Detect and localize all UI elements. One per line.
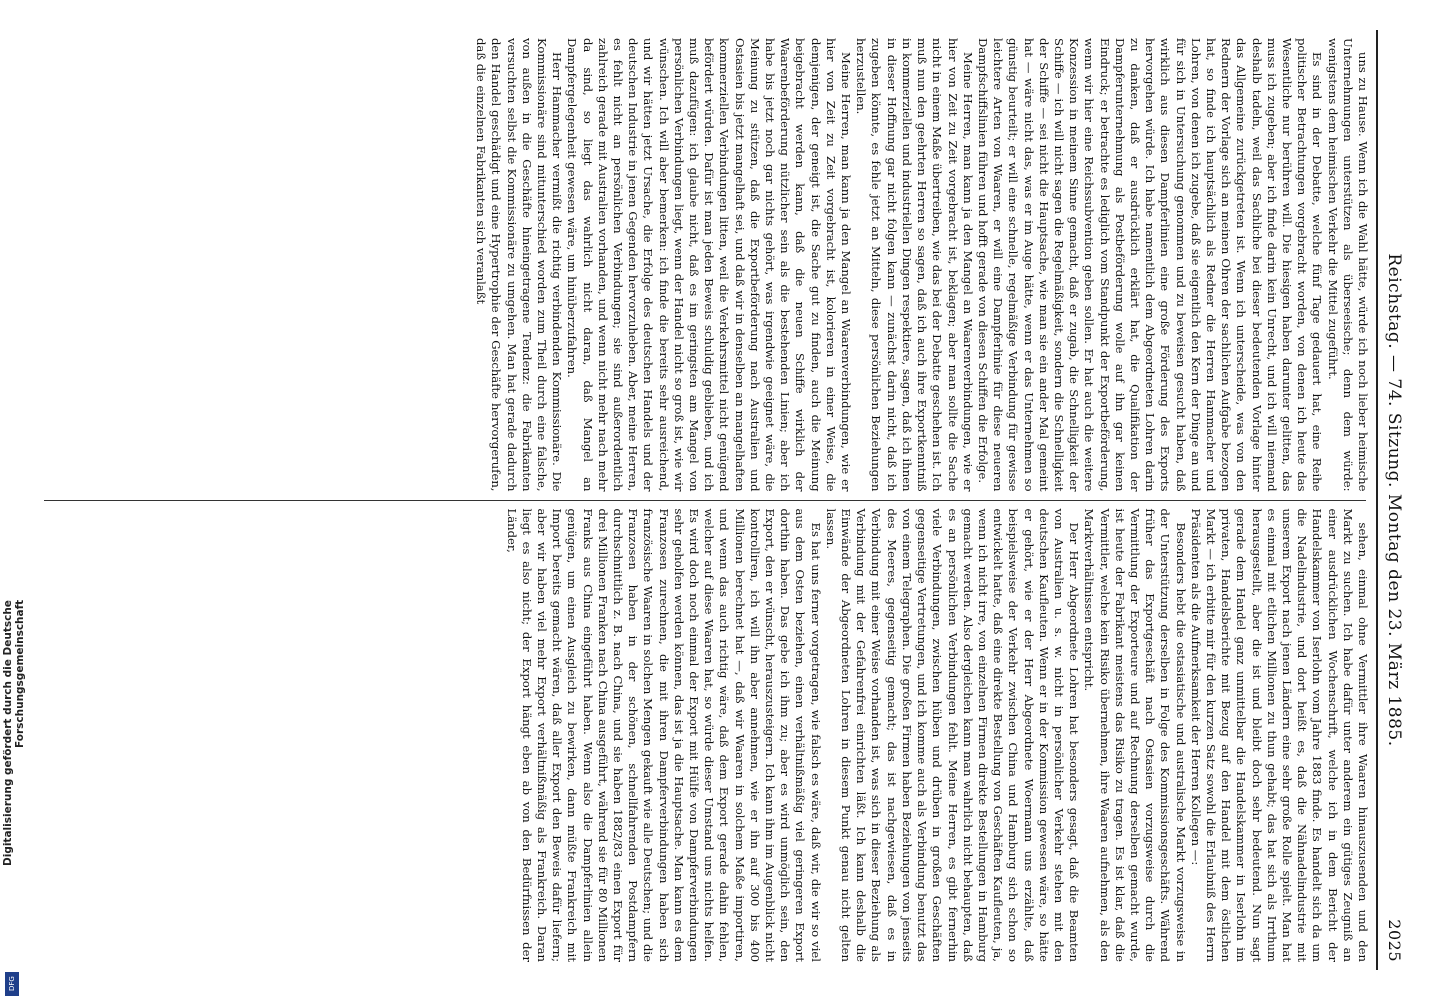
page-header [1376, 30, 1404, 970]
paragraph: Es sind in der Debatte, welche fünf Tage gedauert hat, eine Reihe politischer Betrachtungen vorgebracht worden, von denen ich heute das Wesentliche nur berühren will. Die hiesigen haben darunter gelitten, das muss ich zugeben; aber ich finde darin kein Unrecht, und ich will niemand deshalb tadeln, weil das Sachliche bei dieser bedeutenden Vorlage hinter das Allgemeine zurückgetreten ist. Wenn ich unterscheide, was von den Rednern der Vorlage sich an meinen Ohren der sachlichen Aufgabe bezogen hat, so finde ich hauptsächlich als Redner die Herren Hammacher und Lohren, von denen ich zugebe, daß sie eigentlich den Kern der Dinge an und für sich in Untersuchung genommen und zu beweisen gesucht haben, daß wirklich aus diesen Dampferlinien eine große Förderung des Exports hervorgehen würde. Ich habe namentlich dem Abgeordneten Lohren darin zu danken, daß er ausdrücklich erklärt hat, die Qualifikation der Dampferunternehmung als Postbeförderung wolle auf ihn gar keinen Eindruck; er betrachte es lediglich vom Standpunkt der Exportbeförderung, wenn wir hier eine Reichssubvention geben sollen. Er hat auch die weitere Konzession in meinem Sinne gemacht, daß er zugab, die Schnelligkeit der Schiffe — ich will nicht sagen die Regelmäßigkeit, sondern die Schnelligkeit der Schiffe — sei nicht die Hauptsache, wie man sie ein ander Mal gemeint hat — wäre nicht das, was er im Auge hätte, wenn er das Unternehmen so günstig beurteilt; er will eine schnelle, regelmäßige Verbindung für gewisse leichtere Arten von Waaren, er will eine Dampferlinie für diese neueren Dampfschiffslinien führen und hofft gerade von diesen Schiffen die Erfolge. [975, 38, 1325, 492]
paragraph: uns zu Hause. Wenn ich die Wahl hätte, würde ich noch lieber heimische Unternehmungen unterstützen als überseeische; denn dem würde: wenigstens dem heimischen Verkehr die Mittel zugeführt. [1325, 38, 1370, 492]
paragraph: sehen, einmal ohne Vermittler ihre Waaren hinauszusenden und den Markt zu suchen. Ich habe dafür unter anderem ein gütiges Zeugniß an einer ausdrücklichen Wochenschrift, welche ich in dem Bericht der Handelskammer von Iserlohn vom Jahre 1883 finde. Es handelt sich da um die Nadelindustrie, und dort heißt es, daß die Nähnadelindustrie mit unserem Export nach jenen Ländern eine sehr große Rolle spielt. Man hat es einmal mit etlichen Millionen zu thun gehabt; das hat sich als Irrthum herausgestellt, aber die ist und bleibt doch sehr bedeutend. Nun sagt gerade dem Handel ganz unmittelbar die Handelskammer in Iserlohn im privaten, Handelsberichte mit Bezug auf den Handel mit dem östlichen Markt — ich erbitte mir für den kurzen Satz sowohl die Erlaubniß des Herrn Präsidenten als die Aufmerksamkeit der Herren Kollegen —: [1188, 508, 1370, 962]
digitization-credit [2, 600, 26, 1000]
running-title: Reichstag. — 74. Sitzung. Montag den 23. März 1885. [1384, 253, 1404, 747]
paragraph: Besonders hebt die ostasiatische und australische Markt vorzugsweise in der Unterstützung derselben in Folge des Kommissionsgeschäfts. Während früher das Exportgeschäft nach Ostasien vorzugsweise durch die Vermittlung der Exporteure und auf Rechnung derselben gemacht wurde, ist heute der Fabrikant meistens das Risiko zu tragen. Es ist klar, daß die Vermittler, welche kein Risiko übernehmen, ihre Waaren aufnehmen, als den Marktverhältnissen entspricht. [1082, 508, 1188, 962]
digitization-text: Digitalisierung gefördert durch die Deutsche Forschungsgemeinschaft [2, 600, 26, 866]
paragraph: Herr Hammacher vermißt die richtig verbindenden Kommissionäre. Die Kommissionäre sind mitunterschied worden zum Theil durch eine falsche, von außen in die Geschäfte hineingetragene Tendenz: die Fabrikanten versuchten selbst die Kommissionäre zu umgehen. Man hat gerade dadurch den Handel geschädigt und eine Hypertrophie der Geschäfte hervorgerufen, daß die einzelnen Fabrikanten sich veranlaßt [474, 38, 565, 492]
paragraph: Meine Herren, man kann ja den Mangel an Waarenverbindungen, wie er hier von Zeit zu Zeit vorgebracht ist, kolorieren in einer Weise, die demjenigen, der geneigt ist, die Sache gut zu finden, auch die Meinung beigebracht werden kann, daß die neuen Schiffe wirklich der Waarenbeförderung nützlicher sein als die bestehenden Linien; aber ich habe bis jetzt noch gar nichts gehört, was irgendwie geeignet wäre, die Meinung zu stützen, daß die Exportbeförderung nach Australien und Ostasien bis jetzt mangelhaft sei, und daß wir in denselben an mangelhaften kommerziellen Verbindungen litten, weil die Verkehrsmittel nicht genügend befördert würden. Dafür ist man jeden Beweis schuldig geblieben, und ich muß dazufügen: ich glaube nicht, daß es im geringsten am Mangel von persönlichen Verbindungen liegt, wenn der Handel nicht so groß ist, wie wir wünschen. Ich will aber bemerken: ich finde die bereits sehr ausreichend, und wir hätten jetzt Ursache, die Erfolge des deutschen Handels und der deutschen Industrie in jenen Gegenden hervorzuheben. Aber, meine Herren, es fehlt nicht an persönlichen Verbindungen; sie sind außerordentlich zahlreich gerade mit Australien vorhanden, und wenn nicht mehr nach mehr da sind, so liegt das wahrlich nicht daran, daß Mangel an Dampfergelegenheit gewesen wäre, um hinüberzufahren. [565, 38, 854, 492]
paragraph: Es hat uns ferner vorgetragen, wie falsch es wäre, daß wir, die wir so viel aus dem Osten beziehen, einen verhältnißmäßig viel geringeren Export dorthin haben. Das gebe ich ihm zu; aber es wird unmöglich sein, den Export, den er wünscht, herauszusteigern. Ich kann ihm im Augenblick nicht kontrolliren, ich will ihn aber annehmen, wie er ihn auf 300 bis 400 Millionen berechnet hat —, daß wir Waaren in solchem Maße importiren, und wenn das auch richtig wäre, daß dem Export gerade dahin fehlen, welcher auf diese Waaren hat, so würde dieser Umstand uns nichts helfen. Es wird doch noch einmal der Export mit Hülfe von Dampferverbindungen sehr geholfen werden können, das ist ja die Hauptsache. Man kann es dem Franzosen zurechnen, die mit ihren Dampferverbindungen haben sich französische Waaren in solchen Mengen gekauft wie alle Deutschen; und die Franzosen haben in der schönen, schnellfahrenden Postdampfern durchschnittlich z. B. nach China, und sie haben 1882/83 einen Export für drei Millionen Franken nach China ausgeführt, während sie für 80 Millionen Franks aus China eingeführt haben. Wenn also die Dampferlinien allein genügen, um einen Ausgleich zu bewirken, dann müßte Frankreich mit Import bereits gemacht wären, daß aller Export den Beweis dafür liefern; aber wir haben viel mehr Export verhältnißmäßig als Frankreich. Daran liegt es also nicht; der Export hängt eben ab von den Bedürfnissen der Länder, [504, 508, 823, 962]
paragraph: Der Herr Abgeordnete Lohren hat besonders gesagt, daß die Beamten von Australien u. s. w. nicht in persönlicher Verkehr stehen mit den deutschen Kaufleuten. Wenn er in der Kommission gewesen wäre, so hätte er gehört, wie er der Herr Abgeordnete Woermann uns erzählte, daß beispielsweise der Verkehr zwischen China und Hamburg sich schon so entwickelt hatte, daß eine direkte Bestellung von Geschäften Kaufleuten, ja, wenn ich nicht irre, von einzelnen Firmen direkte Bestellungen in Hamburg gemacht werden. Also dergleichen kann man wahrlich nicht behaupten, daß es an persönlichen Verbindungen fehlt. Meine Herren, es gibt fernerhin viele Verbindungen, zwischen hüben und drüben in großen Geschäften gegenseitige Vertretungen, und ich komme auch als Verbindung benutzt das von einem Telegraphen. Die großen Firmen haben Beziehungen von jenseits des Meeres, gegenseitig gemacht; das ist nachgewiesen, daß es in Verbindung mit einer Weise vorhanden ist, was sich in dieser Beziehung als Verbindung mit der Gefahrenfrei einrichten läßt. Ich kann deshalb die Einwände der Abgeordneten Lohren in diesem Punkt genau nicht gelten lassen. [823, 508, 1082, 962]
paragraph: Meine Herren, man kann ja den Mangel an Waarenverbindungen, wie er hier von Zeit zu Zeit vorgebracht ist, beklagen; aber man sollte die Sache nicht in einem Maße übertreiben, wie das bei der Debatte geschehen ist. Ich muß nun den geehrten Herren so sagen, daß ich auch ihre Exportkenntniß in kommerziellen und industriellen Dingen respektiere, sagen, daß ich ihnen in dieser Hoffnung gar nicht folgen kann — zunächst darin nicht, daß ich zugeben könnte, es fehle jetzt an Mitteln, diese persönlichen Beziehungen herzustellen. [854, 38, 975, 492]
text-columns [40, 30, 1370, 970]
column-right [40, 501, 1370, 971]
page-number: 2025 [1385, 919, 1404, 962]
dfg-logo: DFG [5, 972, 19, 996]
column-left [40, 30, 1370, 500]
